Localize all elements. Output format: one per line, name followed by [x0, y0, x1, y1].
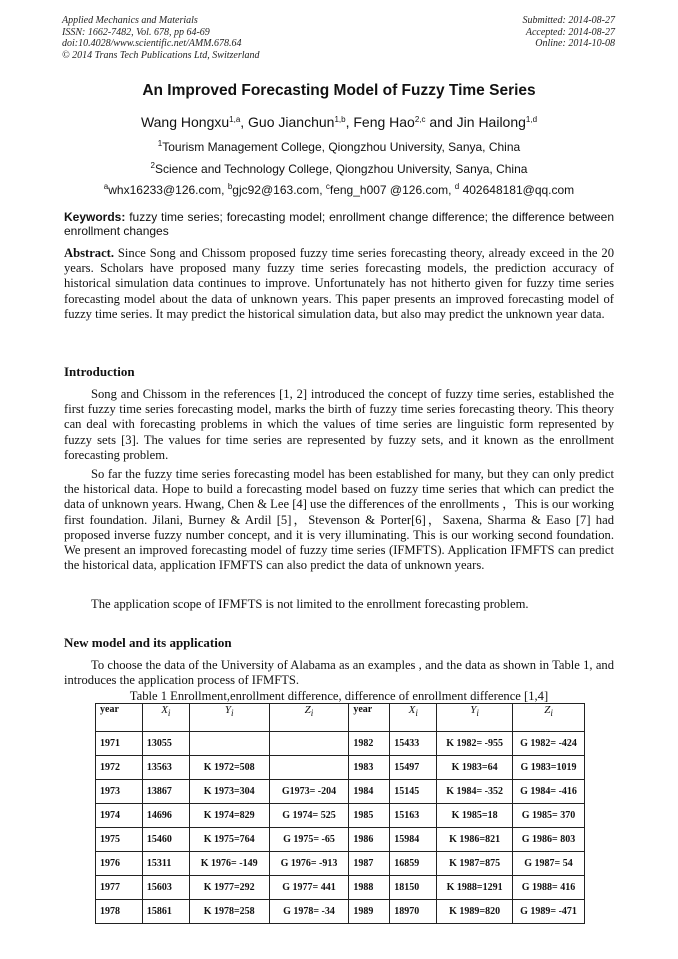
journal-name: Applied Mechanics and Materials: [62, 15, 198, 26]
issn: ISSN: 1662-7482, Vol. 678, pp 64-69: [62, 26, 210, 38]
table-header-row: [96, 704, 585, 732]
cell: K 1977=292: [189, 876, 269, 900]
cell: 1975: [96, 828, 143, 852]
cell: K 1975=764: [189, 828, 269, 852]
cell: K 1986=821: [437, 828, 513, 852]
intro-paragraph-3: The application scope of IFMFTS is not limited to the enrollment forecasting problem.: [91, 597, 529, 611]
table-row: [96, 732, 585, 756]
cell: G 1975= -65: [269, 828, 349, 852]
cell: K 1973=304: [189, 780, 269, 804]
cell: 13055: [142, 732, 189, 756]
cell: 15861: [142, 900, 189, 924]
cell: 1976: [96, 852, 143, 876]
online-date: Online: 2014-10-08: [535, 38, 615, 50]
paper-title: An Improved Forecasting Model of Fuzzy Time Series: [142, 82, 536, 99]
cell: 15984: [390, 828, 437, 852]
cell: [269, 756, 349, 780]
cell: 18150: [390, 876, 437, 900]
cell: 1972: [96, 756, 143, 780]
author-list: [0, 114, 678, 130]
header-z: $Z_i$: [269, 704, 349, 732]
header-y: $Y_i$: [437, 704, 513, 732]
cell: 15497: [390, 756, 437, 780]
cell: G 1977= 441: [269, 876, 349, 900]
cell: G 1978= -34: [269, 900, 349, 924]
cell: [189, 732, 269, 756]
cell: K 1984= -352: [437, 780, 513, 804]
intro-paragraph-1: Song and Chissom in the references [1, 2] introduced the concept of fuzzy time series, established the first fuzzy time series forecasting model, marks the birth of fuzzy time series forecasting theory. This theory can deal with forecasting problems in which the values of time series are linguistic form represented by fuzzy sets [3]. The values for time series are represented by fuzzy sets, and it known as the enrollment forecasting problem.: [64, 387, 614, 462]
cell: K 1982= -955: [437, 732, 513, 756]
cell: K 1983=64: [437, 756, 513, 780]
cell: 1988: [349, 876, 390, 900]
affiliation-1: $^1$Tourism Management College, Qiongzhou University, Sanya, China: [157, 139, 521, 154]
cell: 1973: [96, 780, 143, 804]
cell: G 1985= 370: [513, 804, 585, 828]
copyright: © 2014 Trans Tech Publications Ltd, Switzerland: [62, 49, 260, 61]
cell: G 1986= 803: [513, 828, 585, 852]
cell: G 1987= 54: [513, 852, 585, 876]
cell: 1983: [349, 756, 390, 780]
section-heading-introduction: Introduction: [64, 364, 135, 379]
cell: 1971: [96, 732, 143, 756]
cell: G 1983=1019: [513, 756, 585, 780]
table-caption: Table 1 Enrollment,enrollment difference, difference of enrollment difference [1,4]: [129, 689, 549, 703]
cell: 1982: [349, 732, 390, 756]
cell: 16859: [390, 852, 437, 876]
cell: [269, 732, 349, 756]
table-row: [96, 900, 585, 924]
email-list: $^a$whx16233@126.com, $^b$gjc92@163.com, $^c$feng_h007 @126.com, $^d$ 402648181@qq.com: [103, 182, 575, 197]
submitted-date: Submitted: 2014-08-27: [522, 15, 615, 26]
table-row: [96, 780, 585, 804]
affiliation-2: $^2$Science and Technology College, Qiongzhou University, Sanya, China: [150, 161, 528, 176]
author: Feng Hao$^{2,c}$ and: [353, 114, 457, 130]
cell: K 1985=18: [437, 804, 513, 828]
cell: 13563: [142, 756, 189, 780]
cell: K 1972=508: [189, 756, 269, 780]
table-row: [96, 804, 585, 828]
cell: 1989: [349, 900, 390, 924]
cell: G 1989= -471: [513, 900, 585, 924]
cell: 18970: [390, 900, 437, 924]
cell: 15460: [142, 828, 189, 852]
cell: 1978: [96, 900, 143, 924]
author: Guo Jianchun$^{1,b}$,: [248, 114, 354, 130]
cell: 15433: [390, 732, 437, 756]
cell: 14696: [142, 804, 189, 828]
cell: 1984: [349, 780, 390, 804]
author: Jin Hailong$^{1,d}$: [456, 114, 538, 130]
cell: K 1989=820: [437, 900, 513, 924]
intro-paragraph-2: So far the fuzzy time series forecasting model has been established for many, but they can only predict the historical data. Hope to build a forecasting model based on fuzzy time series that which can predict the data of unknown years. Hwang, Chen & Lee [4] use the differences of the enrollments ，This is our working first foundation. Jilani, Burney & Ardil [5]，Stevenson & Porter[6]，Saxena, Sharma & Easo [7] had proposed inverse fuzzy number concept, and it is very illuminating. This is our working second foundation. We present an improved forecasting model of fuzzy time series (IFMFTS). Application IFMFTS can predict the historical data, application IFMFTS can also predict the data of unknown years.: [64, 467, 614, 573]
cell: K 1987=875: [437, 852, 513, 876]
cell: 15145: [390, 780, 437, 804]
cell: G 1984= -416: [513, 780, 585, 804]
cell: G1973= -204: [269, 780, 349, 804]
header-x: $X_i$: [142, 704, 189, 732]
table-row: [96, 828, 585, 852]
cell: 1985: [349, 804, 390, 828]
cell: 1974: [96, 804, 143, 828]
table-row: [96, 852, 585, 876]
cell: 1986: [349, 828, 390, 852]
table-row: [96, 876, 585, 900]
doi: doi:10.4028/www.scientific.net/AMM.678.64: [62, 38, 242, 50]
header-y: $Y_i$: [189, 704, 269, 732]
header-x: $X_i$: [390, 704, 437, 732]
cell: 15603: [142, 876, 189, 900]
table-row: [96, 756, 585, 780]
cell: G 1974= 525: [269, 804, 349, 828]
author: Wang Hongxu$^{1,a}$,: [140, 114, 249, 130]
cell: 15311: [142, 852, 189, 876]
cell: G 1982= -424: [513, 732, 585, 756]
new-model-paragraph-1: To choose the data of the University of Alabama as an examples , and the data as shown in Table 1, and introduces the application process of IFMFTS.: [64, 658, 614, 688]
accepted-date: Accepted: 2014-08-27: [525, 26, 615, 38]
keywords: Keywords: fuzzy time series; forecasting model; enrollment change difference; the difference between enrollment changes: [64, 210, 614, 238]
cell: 15163: [390, 804, 437, 828]
cell: K 1988=1291: [437, 876, 513, 900]
cell: K 1976= -149: [189, 852, 269, 876]
dates-info: [523, 15, 616, 50]
journal-info: [62, 15, 260, 61]
header-year: year: [96, 704, 143, 732]
cell: G 1976= -913: [269, 852, 349, 876]
enrollment-table: [95, 703, 585, 924]
cell: G 1988= 416: [513, 876, 585, 900]
header-z: $Z_i$: [513, 704, 585, 732]
abstract: Abstract. Since Song and Chissom proposed fuzzy time series forecasting theory, already exceed in the 20 years. Scholars have proposed many fuzzy time series forecasting models, the prediction accuracy of historical simulation data continues to improve. Unfortunately has not hitherto given for fuzzy time series forecasting model about the data of unknown years. This paper presents an improved forecasting model of fuzzy time series. It may predict the historical simulation data, but also may predict the unknown year data.: [64, 246, 614, 321]
cell: 1977: [96, 876, 143, 900]
cell: 13867: [142, 780, 189, 804]
section-heading-new-model: New model and its application: [64, 635, 232, 650]
cell: 1987: [349, 852, 390, 876]
cell: K 1978=258: [189, 900, 269, 924]
cell: K 1974=829: [189, 804, 269, 828]
header-year: year: [349, 704, 390, 732]
